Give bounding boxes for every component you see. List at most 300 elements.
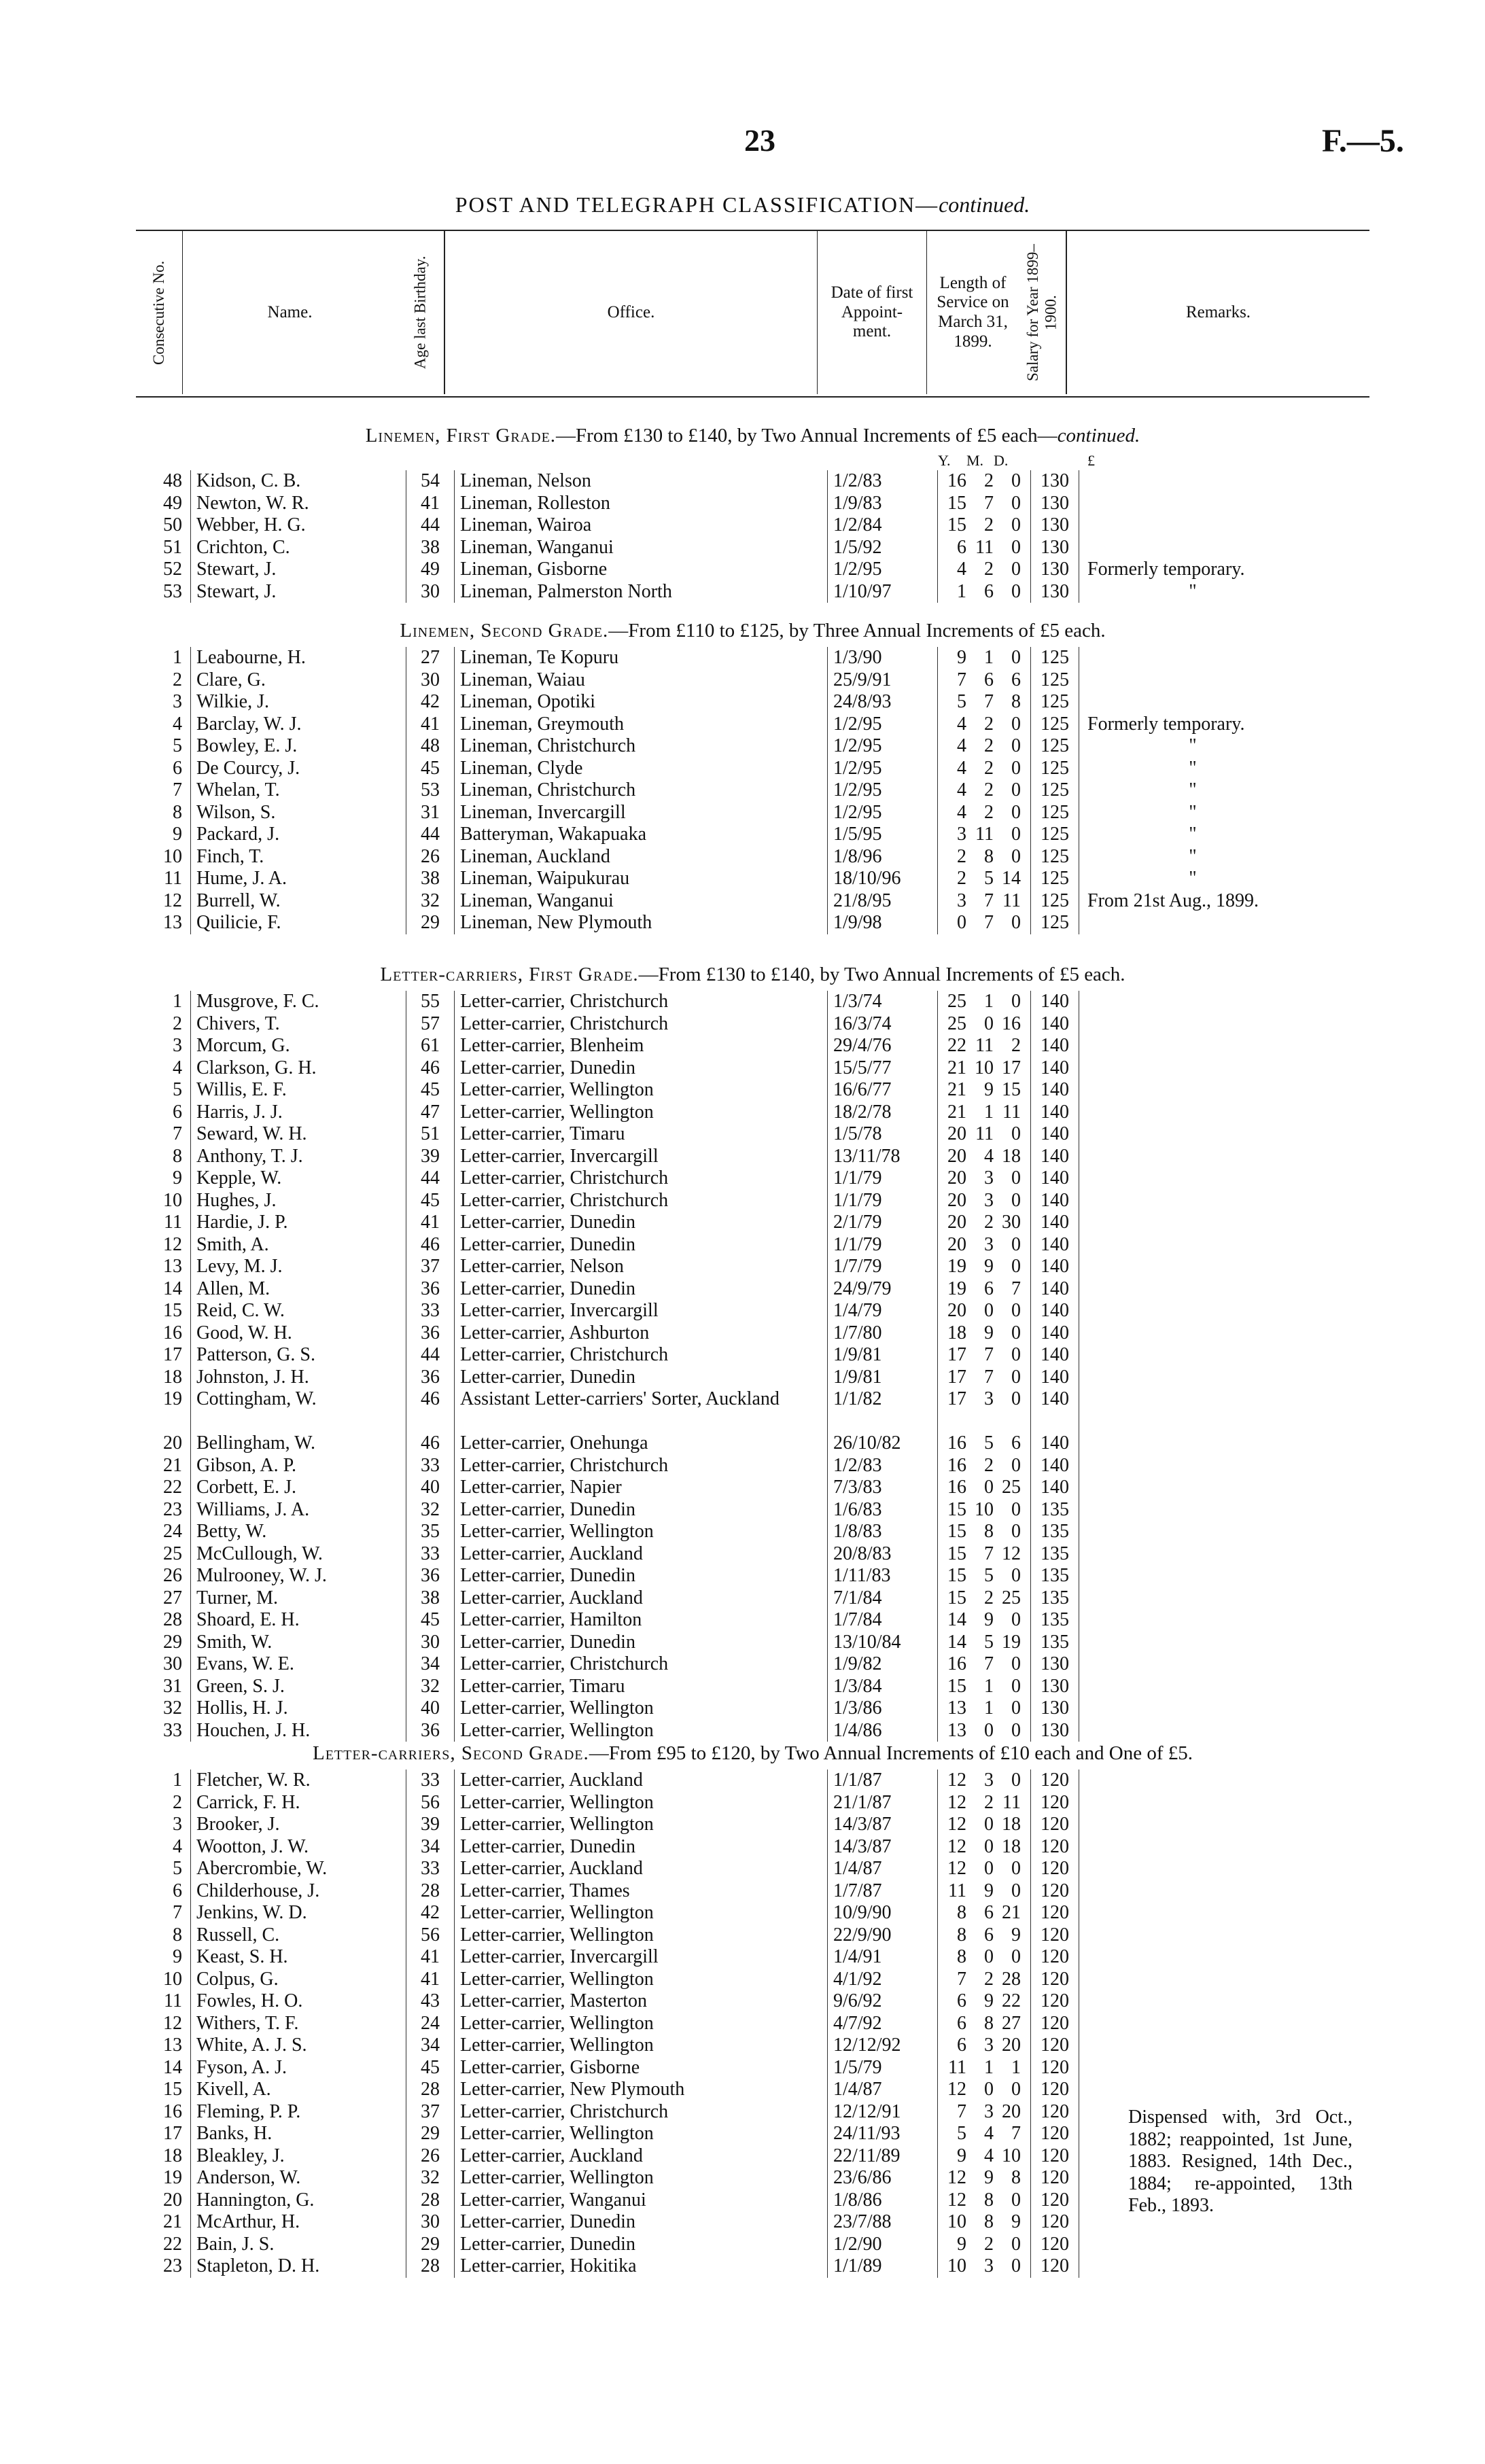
row-length: [938, 647, 1031, 669]
row-name: Harris, J. J.: [191, 1102, 406, 1124]
row-salary: 120: [1031, 2167, 1079, 2189]
row-name: Musgrove, F. C.: [191, 991, 406, 1013]
row-length: [938, 1455, 1031, 1477]
row-office: Letter-carrier, Dunedin: [455, 1367, 828, 1389]
row-salary: 140: [1031, 1013, 1079, 1036]
row-days: 0: [1011, 1609, 1021, 1630]
row-number: 49: [163, 492, 182, 514]
row-salary: 140: [1031, 1278, 1079, 1301]
row-salary: 125: [1031, 647, 1079, 669]
row-days: 18: [1002, 1835, 1021, 1857]
row-name: Webber, H. G.: [191, 514, 406, 537]
row-length: [938, 1587, 1031, 1610]
row-years: 12: [947, 2079, 966, 2100]
row-months: 2: [984, 470, 994, 491]
row-length: [938, 1057, 1031, 1080]
section-table: [136, 991, 1298, 1742]
table-row: [136, 514, 1298, 537]
row-length: [938, 735, 1031, 758]
row-remark: [1079, 1344, 1299, 1367]
ditto-mark: ": [1189, 824, 1197, 845]
row-date: 26/10/82: [828, 1432, 938, 1455]
row-days: 1: [1011, 2056, 1021, 2078]
row-number: 3: [173, 1035, 182, 1056]
row-salary: 120: [1031, 1924, 1079, 1947]
row-age: 33: [406, 1543, 455, 1566]
row-remark: [1079, 991, 1299, 1013]
row-date: 1/3/84: [828, 1676, 938, 1698]
section-title: [136, 1742, 1369, 1765]
row-number: 24: [163, 1521, 182, 1542]
row-age: 34: [406, 2035, 455, 2057]
row-age: 31: [406, 802, 455, 824]
row-age: 45: [406, 1190, 455, 1212]
header-name: Name.: [182, 231, 397, 394]
row-remark: Formerly temporary.: [1079, 559, 1299, 581]
row-number: 11: [164, 1990, 182, 2011]
row-days: 11: [1002, 890, 1021, 911]
row-office: Letter-carrier, Timaru: [455, 1676, 828, 1698]
row-years: 14: [947, 1631, 966, 1653]
row-years: 9: [957, 647, 966, 668]
row-age: 29: [406, 2123, 455, 2145]
row-name: Bleakley, J.: [191, 2145, 406, 2168]
row-name: McArthur, H.: [191, 2211, 406, 2234]
row-office: Lineman, Invercargill: [455, 802, 828, 824]
row-remark: [1079, 647, 1299, 669]
row-length: [938, 1632, 1031, 1654]
row-age: 37: [406, 2101, 455, 2124]
row-date: 14/3/87: [828, 1836, 938, 1859]
row-remark: [1079, 1388, 1299, 1432]
row-length: [938, 2189, 1031, 2212]
row-years: 25: [947, 1013, 966, 1034]
row-date: 1/2/84: [828, 514, 938, 537]
table-row: [136, 1565, 1298, 1587]
row-years: 5: [957, 2123, 966, 2144]
row-number: 2: [173, 1791, 182, 1813]
row-number: 7: [173, 779, 182, 800]
ditto-mark: ": [1189, 868, 1197, 889]
row-years: 4: [957, 801, 966, 823]
row-age: 35: [406, 1521, 455, 1543]
row-remark: [1079, 581, 1299, 603]
row-age: 36: [406, 1322, 455, 1345]
row-number: 8: [173, 1924, 182, 1946]
row-salary: 135: [1031, 1609, 1079, 1632]
section-title-terms: —From £110 to £125, by Three Annual Increments of £5 each.: [608, 620, 1106, 641]
row-date: 1/4/79: [828, 1300, 938, 1322]
row-number: 4: [173, 713, 182, 735]
table-row: [136, 1212, 1298, 1234]
row-number: 48: [163, 470, 182, 491]
row-number: 27: [163, 1587, 182, 1608]
row-years: 15: [947, 1498, 966, 1520]
table-row: [136, 1543, 1298, 1566]
row-name: Betty, W.: [191, 1521, 406, 1543]
row-name: Johnston, J. H.: [191, 1367, 406, 1389]
row-years: 2: [957, 868, 966, 889]
row-date: 1/9/82: [828, 1653, 938, 1676]
row-age: 56: [406, 1792, 455, 1814]
row-age: 46: [406, 1432, 455, 1455]
row-age: 28: [406, 1880, 455, 1903]
header-consecutive-no: Consecutive No.: [150, 260, 167, 365]
row-number: 22: [163, 1477, 182, 1498]
row-years: 11: [948, 2056, 966, 2078]
row-days: 0: [1011, 492, 1021, 514]
row-salary: 140: [1031, 1102, 1079, 1124]
table-row: [136, 581, 1298, 603]
section-title-terms: —From £130 to £140, by Two Annual Increments of £5 each—: [556, 425, 1058, 446]
row-days: 0: [1011, 824, 1021, 845]
row-number: 50: [163, 514, 182, 535]
row-months: 7: [984, 1653, 994, 1674]
row-number: 13: [163, 1256, 182, 1277]
row-years: 17: [947, 1388, 966, 1409]
row-remark: [1079, 1880, 1299, 1903]
table-row: [136, 1322, 1298, 1345]
row-name: Banks, H.: [191, 2123, 406, 2145]
row-length: [938, 1880, 1031, 1903]
row-remark: [1079, 2234, 1299, 2256]
row-date: 1/5/92: [828, 537, 938, 559]
row-salary: 140: [1031, 1190, 1079, 1212]
row-office: Letter-carrier, Auckland: [455, 1858, 828, 1880]
table-row: [136, 2145, 1298, 2168]
row-years: 12: [947, 1770, 966, 1791]
row-length: [938, 669, 1031, 692]
row-age: 33: [406, 1858, 455, 1880]
row-years: 16: [947, 1432, 966, 1454]
row-years: 21: [947, 1079, 966, 1100]
row-remark: [1079, 1300, 1299, 1322]
row-days: 10: [1002, 2145, 1021, 2166]
row-office: Letter-carrier, Masterton: [455, 1990, 828, 2013]
row-length: [938, 912, 1031, 934]
row-date: 1/3/86: [828, 1697, 938, 1720]
section-title-grade: Linemen, First Grade.: [365, 425, 557, 446]
row-salary: 120: [1031, 1946, 1079, 1969]
row-years: 17: [947, 1344, 966, 1365]
row-date: 1/2/95: [828, 779, 938, 802]
table-row: [136, 2123, 1298, 2145]
row-remark: [1079, 1432, 1299, 1455]
row-salary: 125: [1031, 890, 1079, 913]
table-row: [136, 758, 1298, 780]
row-date: 22/9/90: [828, 1924, 938, 1947]
row-name: Kepple, W.: [191, 1167, 406, 1190]
row-years: 20: [947, 1145, 966, 1167]
row-number: 30: [163, 1653, 182, 1674]
row-date: 1/1/82: [828, 1388, 938, 1432]
row-salary: 120: [1031, 1836, 1079, 1859]
row-years: 12: [947, 1835, 966, 1857]
table-row: [136, 1167, 1298, 1190]
row-months: 3: [984, 2255, 994, 2276]
row-length: [938, 2123, 1031, 2145]
header-date: Date of first Appoint- ment.: [817, 231, 926, 394]
row-number: 29: [163, 1631, 182, 1653]
row-days: 0: [1011, 647, 1021, 668]
row-salary: 140: [1031, 1212, 1079, 1234]
row-months: 6: [984, 1902, 994, 1923]
row-length: [938, 2211, 1031, 2234]
table-row: [136, 1035, 1298, 1057]
row-office: Letter-carrier, Dunedin: [455, 1234, 828, 1256]
row-salary: 125: [1031, 758, 1079, 780]
row-name: Jenkins, W. D.: [191, 1902, 406, 1924]
table-row: [136, 1123, 1298, 1146]
row-name: Bowley, E. J.: [191, 735, 406, 758]
row-remark: [1079, 1079, 1299, 1102]
row-years: 20: [947, 1189, 966, 1211]
row-number: 17: [163, 1344, 182, 1365]
row-office: Letter-carrier, Auckland: [455, 1587, 828, 1610]
row-age: 30: [406, 581, 455, 603]
row-months: 2: [984, 514, 994, 535]
row-number: 5: [173, 1079, 182, 1100]
row-salary: 120: [1031, 1969, 1079, 1991]
row-months: 3: [984, 1770, 994, 1791]
row-months: 0: [984, 2079, 994, 2100]
row-years: 20: [947, 1300, 966, 1321]
row-name: Newton, W. R.: [191, 493, 406, 515]
row-date: 15/5/77: [828, 1057, 938, 1080]
row-years: 12: [947, 2189, 966, 2211]
row-name: Leabourne, H.: [191, 647, 406, 669]
row-years: 14: [947, 1609, 966, 1630]
table-row: [136, 1477, 1298, 1499]
row-days: 15: [1002, 1079, 1021, 1100]
row-number: 1: [173, 991, 182, 1012]
row-salary: 140: [1031, 1146, 1079, 1168]
row-office: Letter-carrier, Thames: [455, 1880, 828, 1903]
row-name: Anderson, W.: [191, 2167, 406, 2189]
row-remark: From 21st Aug., 1899.: [1079, 890, 1299, 913]
row-days: 6: [1011, 669, 1021, 690]
row-length: [938, 1720, 1031, 1742]
row-remark: [1079, 1499, 1299, 1521]
row-age: 28: [406, 2189, 455, 2212]
row-age: 39: [406, 1146, 455, 1168]
row-office: Lineman, Greymouth: [455, 714, 828, 736]
row-salary: 125: [1031, 802, 1079, 824]
row-number: 6: [173, 1101, 182, 1123]
table-row: [136, 493, 1298, 515]
row-days: 0: [1011, 801, 1021, 823]
row-name: Whelan, T.: [191, 779, 406, 802]
row-date: 24/9/79: [828, 1278, 938, 1301]
row-salary: 140: [1031, 1123, 1079, 1146]
row-months: 1: [984, 991, 994, 1012]
row-office: Lineman, Wanganui: [455, 890, 828, 913]
row-length: [938, 1278, 1031, 1301]
row-office: Letter-carrier, Wellington: [455, 2035, 828, 2057]
row-salary: 140: [1031, 1300, 1079, 1322]
row-days: 0: [1011, 757, 1021, 779]
row-name: Anthony, T. J.: [191, 1146, 406, 1168]
row-length: [938, 2145, 1031, 2168]
row-name: Withers, T. F.: [191, 2013, 406, 2035]
row-length: [938, 1792, 1031, 1814]
row-salary: 140: [1031, 1079, 1079, 1102]
row-days: 0: [1011, 1770, 1021, 1791]
row-days: 14: [1002, 868, 1021, 889]
row-number: 10: [163, 845, 182, 867]
row-salary: 140: [1031, 1388, 1079, 1432]
row-age: 46: [406, 1057, 455, 1080]
row-salary: 125: [1031, 779, 1079, 802]
row-days: 0: [1011, 912, 1021, 933]
row-date: 21/8/95: [828, 890, 938, 913]
row-remark: [1079, 1367, 1299, 1389]
row-remark: [1079, 1167, 1299, 1190]
row-office: Letter-carrier, Dunedin: [455, 1499, 828, 1521]
table-row: [136, 559, 1298, 581]
row-name: Patterson, G. S.: [191, 1344, 406, 1367]
row-office: Letter-carrier, Timaru: [455, 1123, 828, 1146]
header-length: Length of Service on March 31, 1899.: [926, 231, 1019, 394]
row-age: 46: [406, 1234, 455, 1256]
row-length: [938, 1609, 1031, 1632]
row-years: 5: [957, 691, 966, 712]
row-age: 33: [406, 1455, 455, 1477]
row-remark: [1079, 1836, 1299, 1859]
row-name: Good, W. H.: [191, 1322, 406, 1345]
row-years: 7: [957, 1968, 966, 1990]
row-name: Quilicie, F.: [191, 912, 406, 934]
row-months: 3: [984, 2100, 994, 2122]
row-days: 0: [1011, 514, 1021, 535]
row-age: 26: [406, 2145, 455, 2168]
table-row: [136, 1146, 1298, 1168]
row-date: 1/3/90: [828, 647, 938, 669]
row-name: Hardie, J. P.: [191, 1212, 406, 1234]
row-length: [938, 890, 1031, 913]
row-date: 16/3/74: [828, 1013, 938, 1036]
row-length: [938, 1013, 1031, 1036]
row-years: 21: [947, 1101, 966, 1123]
row-years: 6: [957, 1990, 966, 2011]
table-row: [136, 1432, 1298, 1455]
row-years: 7: [957, 2100, 966, 2122]
row-days: 0: [1011, 1300, 1021, 1321]
row-salary: 120: [1031, 2013, 1079, 2035]
table-row: [136, 1990, 1298, 2013]
row-name: Smith, W.: [191, 1632, 406, 1654]
row-name: Carrick, F. H.: [191, 1792, 406, 1814]
row-length: [938, 1969, 1031, 1991]
row-remark: [1079, 1990, 1299, 2013]
row-name: Hannington, G.: [191, 2189, 406, 2212]
row-name: Turner, M.: [191, 1587, 406, 1610]
row-years: 4: [957, 757, 966, 779]
row-years: 8: [957, 1924, 966, 1946]
row-name: Kivell, A.: [191, 2079, 406, 2101]
row-salary: 125: [1031, 868, 1079, 890]
row-days: 0: [1011, 1454, 1021, 1476]
row-months: 2: [984, 1791, 994, 1813]
row-days: 0: [1011, 559, 1021, 580]
row-date: 29/4/76: [828, 1035, 938, 1057]
row-days: 0: [1011, 1167, 1021, 1189]
row-days: 11: [1002, 1101, 1021, 1123]
row-years: 17: [947, 1366, 966, 1388]
row-age: 33: [406, 1300, 455, 1322]
row-months: 8: [984, 2211, 994, 2232]
row-length: [938, 2057, 1031, 2079]
row-months: 2: [984, 801, 994, 823]
row-name: Clarkson, G. H.: [191, 1057, 406, 1080]
row-length: [938, 2013, 1031, 2035]
row-age: 38: [406, 1587, 455, 1610]
row-office: Letter-carrier, Invercargill: [455, 1300, 828, 1322]
row-date: 4/7/92: [828, 2013, 938, 2035]
row-office: Letter-carrier, Wanganui: [455, 2189, 828, 2212]
row-length: [938, 1167, 1031, 1190]
row-days: 0: [1011, 1565, 1021, 1586]
row-years: 12: [947, 2167, 966, 2188]
section-title-terms: —From £130 to £140, by Two Annual Increments of £5 each.: [638, 964, 1125, 985]
row-remark: [1079, 691, 1299, 714]
row-months: 3: [984, 1388, 994, 1409]
row-date: 1/9/81: [828, 1367, 938, 1389]
row-office: Letter-carrier, New Plymouth: [455, 2079, 828, 2101]
row-number: 16: [163, 2100, 182, 2122]
section-table: [136, 470, 1298, 603]
row-years: 4: [957, 559, 966, 580]
row-days: 30: [1002, 1212, 1021, 1233]
row-months: 4: [984, 2145, 994, 2166]
row-salary: 120: [1031, 1792, 1079, 1814]
row-years: 3: [957, 824, 966, 845]
row-name: Burrell, W.: [191, 890, 406, 913]
row-length: [938, 1477, 1031, 1499]
row-salary: 135: [1031, 1543, 1079, 1566]
row-number: 9: [173, 1167, 182, 1189]
row-date: 1/5/95: [828, 824, 938, 846]
row-number: 32: [163, 1697, 182, 1719]
row-years: 21: [947, 1057, 966, 1078]
row-length: [938, 1035, 1031, 1057]
row-months: 1: [984, 647, 994, 668]
table-row: [136, 1697, 1298, 1720]
row-age: 39: [406, 1814, 455, 1836]
row-number: 9: [173, 1946, 182, 1967]
row-years: 4: [957, 779, 966, 800]
row-remark: [1079, 868, 1299, 890]
row-office: Lineman, Opotiki: [455, 691, 828, 714]
row-name: Fletcher, W. R.: [191, 1770, 406, 1792]
row-age: 34: [406, 1836, 455, 1859]
row-years: 4: [957, 713, 966, 735]
row-months: 0: [984, 1300, 994, 1321]
row-number: 19: [163, 2167, 182, 2188]
row-length: [938, 514, 1031, 537]
row-office: Letter-carrier, Wellington: [455, 1814, 828, 1836]
row-months: 3: [984, 2035, 994, 2056]
row-number: 19: [163, 1388, 182, 1409]
row-office: Letter-carrier, Christchurch: [455, 991, 828, 1013]
row-remark: [1079, 1924, 1299, 1947]
table-row: [136, 1367, 1298, 1389]
table-row: [136, 1455, 1298, 1477]
row-age: 32: [406, 2167, 455, 2189]
header-office: Office.: [444, 231, 817, 394]
row-remark: [1079, 1543, 1299, 1566]
row-office: Letter-carrier, Wellington: [455, 2167, 828, 2189]
